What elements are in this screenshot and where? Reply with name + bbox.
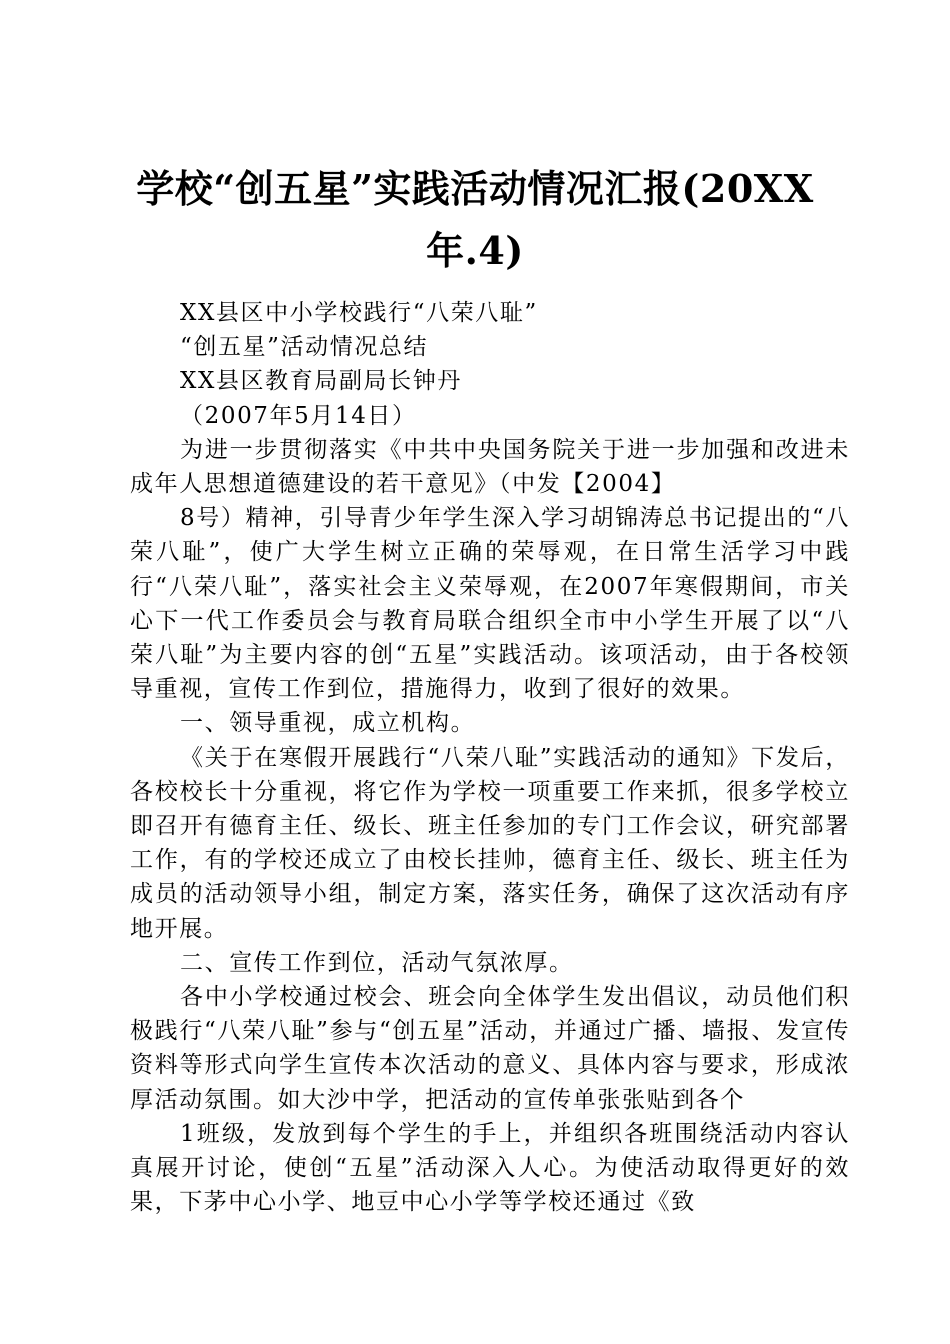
date-line: （2007年5月14日）: [180, 402, 417, 429]
document-body: [130, 296, 850, 1219]
body-paragraph: 《关于在寒假开展践行“八荣八耻”实践活动的通知》下发后，各校校长十分重视，将它作为学校一项重要工作来抓，很多学校立即召开有德育主任、级长、班主任参加的专门工作会议，研究部署工作，有的学校还成立了由校长挂帅，德育主任、级长、班主任为成员的活动领导小组，制定方案，落实任务，确保了这次活动有序地开展。: [130, 744, 850, 942]
body-paragraph: 8号）精神，引导青少年学生深入学习胡锦涛总书记提出的“八荣八耻”，使广大学生树立正确的荣辱观，在日常生活学习中践行“八荣八耻”，落实社会主义荣辱观，在2007年寒假期间，市关心下一代工作委员会与教育局联合组织全市中小学生开展了以“八荣八耻”为主要内容的创“五星”实践活动。该项活动，由于各校领导重视，宣传工作到位，措施得力，收到了很好的效果。: [130, 505, 850, 703]
author-line: XX县区教育局副局长钟丹: [180, 368, 462, 395]
section-heading: 二、宣传工作到位，活动气氛浓厚。: [180, 949, 574, 976]
subtitle-line: XX县区中小学校践行“八荣八耻”: [180, 300, 538, 326]
subtitle-line: “创五星”活动情况总结: [180, 334, 429, 361]
body-paragraph: 1班级，发放到每个学生的手上，并组织各班围绕活动内容认真展开讨论，使创“五星”活动深入人心。为使活动取得更好的效果，下茅中心小学、地豆中心小学等学校还通过《致: [130, 1120, 850, 1216]
section-heading: 一、领导重视，成立机构。: [180, 710, 476, 737]
document-title: 学校“创五星”实践活动情况汇报(20XX年.4): [136, 166, 814, 273]
body-paragraph: 各中小学校通过校会、班会向全体学生发出倡议，动员他们积极践行“八荣八耻”参与“创五星”活动，并通过广播、墙报、发宣传资料等形式向学生宣传本次活动的意义、具体内容与要求，形成浓厚活动氛围。如大沙中学，把活动的宣传单张张贴到各个: [130, 984, 850, 1113]
body-paragraph: 为进一步贯彻落实《中共中央国务院关于进一步加强和改进未成年人思想道德建设的若干意见》（中发【2004】: [130, 436, 850, 498]
